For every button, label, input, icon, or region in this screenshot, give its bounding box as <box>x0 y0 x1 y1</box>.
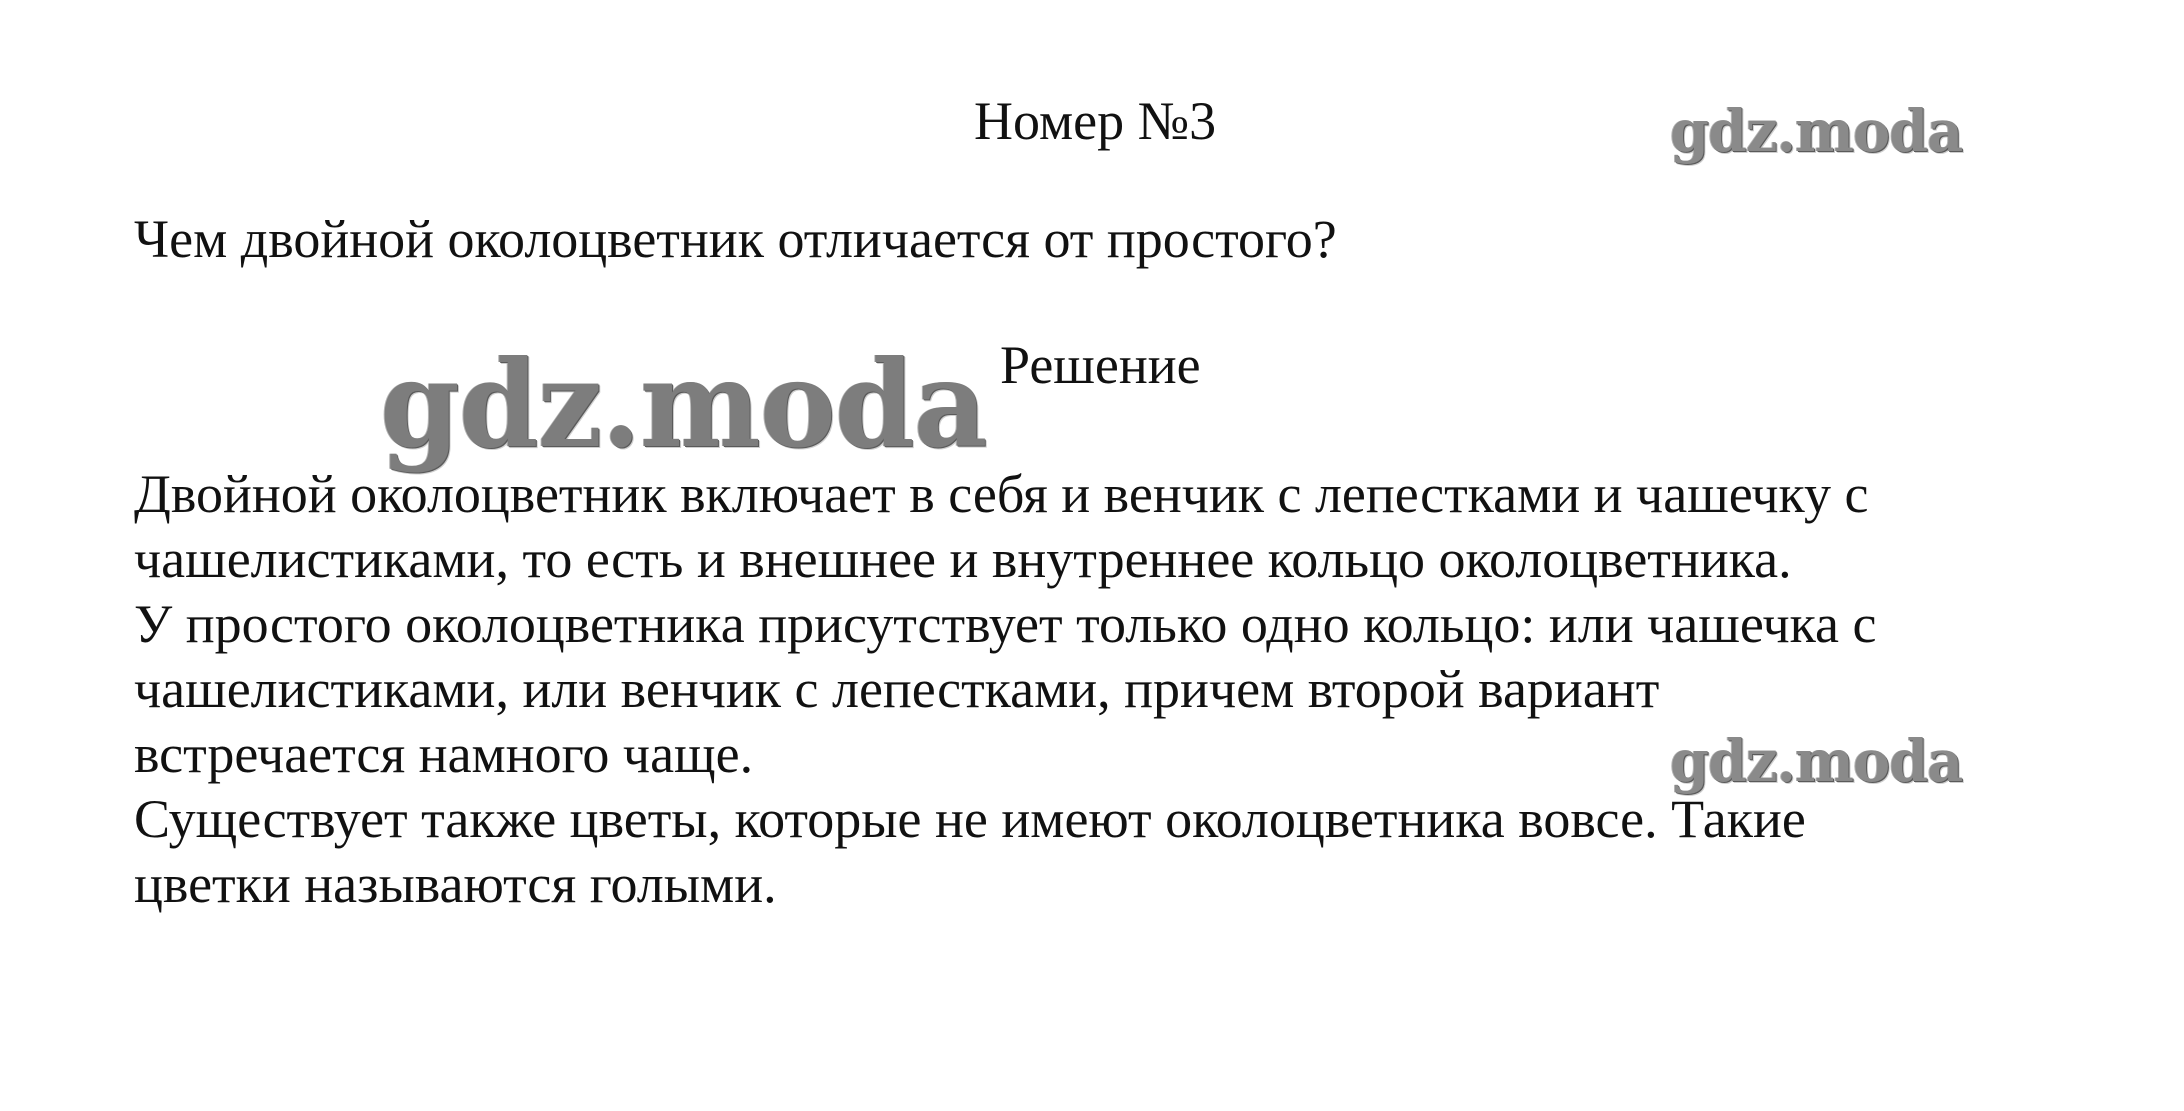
task-number-heading: Номер №3 <box>974 91 1217 151</box>
watermark-logo-bottom: gdz.moda <box>1670 727 1963 795</box>
watermark-logo-middle: gdz.moda <box>380 334 987 475</box>
question-text: Чем двойной околоцветник отличается от простого? <box>134 209 1337 269</box>
answer-line: У простого околоцветника присутствует только одно кольцо: или чашечка с <box>134 594 1877 654</box>
answer-line: Существует также цветы, которые не имеют околоцветника вовсе. Такие <box>134 789 1806 849</box>
answer-line: чашелистиками, то есть и внешнее и внутреннее кольцо околоцветника. <box>134 529 1792 589</box>
solution-label: Решение <box>1000 335 1201 395</box>
watermark-logo-top: gdz.moda <box>1670 97 1963 165</box>
answer-line: чашелистиками, или венчик с лепестками, причем второй вариант <box>134 659 1660 719</box>
answer-line: Двойной околоцветник включает в себя и венчик с лепестками и чашечку с <box>134 464 1869 524</box>
answer-line: цветки называются голыми. <box>134 854 777 914</box>
answer-line: встречается намного чаще. <box>134 724 754 784</box>
answer-body <box>134 462 2174 917</box>
